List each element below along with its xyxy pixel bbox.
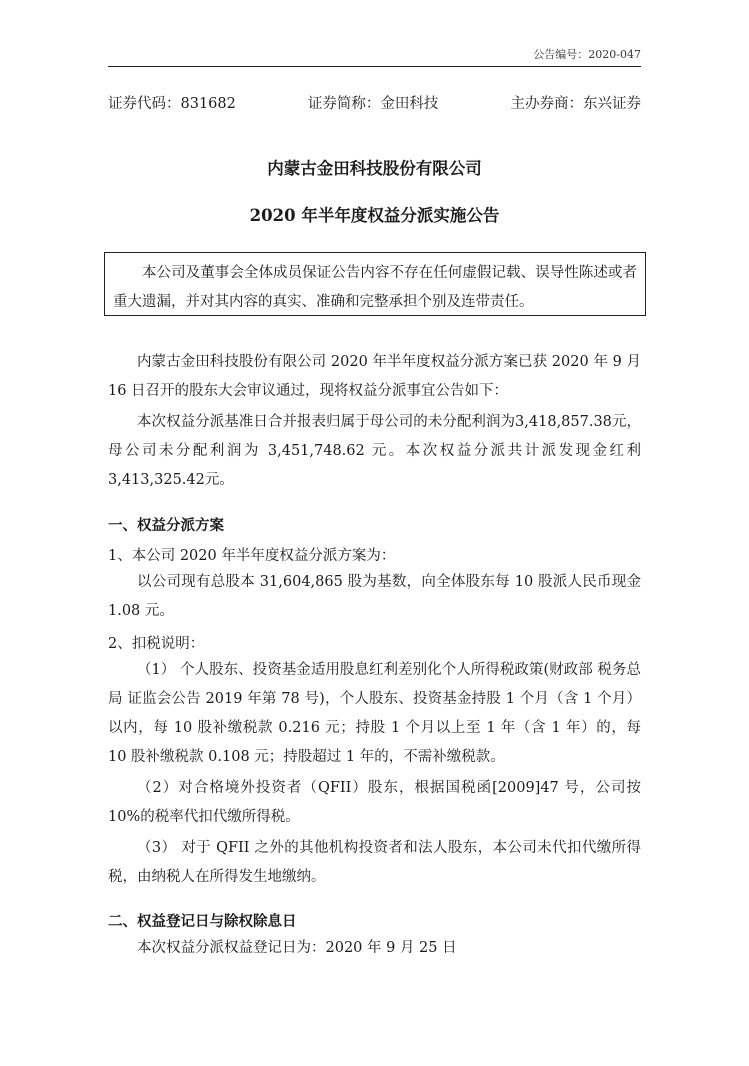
securities-meta-row: [108, 92, 641, 113]
notice-text: 本公司及董事会全体成员保证公告内容不存在任何虚假记载、误导性陈述或者重大遗漏，并对其内容的真实、准确和完整承担个别及连带责任。: [113, 265, 637, 310]
tax-note-1: （1） 个人股东、投资基金适用股息红利差别化个人所得税政策(财政部 税务总局 证监会公告 2019 年第 78 号)，个人股东、投资基金持股 1 个月（含 1 个月）以内，每 10 股补缴税款 0.216 元；持股 1 个月以上至 1 年（含 1 年）的，每 10 股补缴税款 0.108 元；持股超过 1 年的，不需补缴税款。: [108, 662, 641, 765]
company-title: 内蒙古金田科技股份有限公司: [267, 159, 482, 178]
record-date: 本次权益分派权益登记日为：2020 年 9 月 25 日: [137, 940, 457, 956]
securities-short-name: 证券简称：金田科技: [307, 96, 439, 112]
notice-box: [104, 252, 646, 316]
announcement-title: 2020 年半年度权益分派实施公告: [249, 206, 500, 225]
dividend-plan: 以公司现有总股本 31,604,865 股为基数，向全体股东每 10 股派人民币现金 1.08 元。: [108, 574, 641, 619]
announcement-number: 公告编号：2020-047: [533, 48, 641, 61]
section-1-item-2: 2、扣税说明：: [108, 636, 205, 652]
section-1-item-1: 1、本公司 2020 年半年度权益分派方案为：: [108, 548, 396, 564]
tax-note-3: （3） 对于 QFII 之外的其他机构投资者和法人股东，本公司未代扣代缴所得税，由纳税人在所得发生地缴纳。: [108, 840, 641, 885]
section-1-heading: 一、权益分派方案: [108, 517, 224, 534]
intro-paragraph-2: 本次权益分派基准日合并报表归属于母公司的未分配利润为3,418,857.38元，母公司未分配利润为 3,451,748.62 元。本次权益分派共计派发现金红利3,413,325.42元。: [108, 414, 641, 488]
header-divider: [108, 66, 641, 67]
securities-code: 证券代码：831682: [108, 96, 236, 112]
tax-note-2: （2）对合格境外投资者（QFII）股东，根据国税函[2009]47 号，公司按 10%的税率代扣代缴所得税。: [108, 780, 641, 825]
section-2-heading: 二、权益登记日与除权除息日: [108, 913, 297, 930]
intro-paragraph-1: 内蒙古金田科技股份有限公司 2020 年半年度权益分派方案已获 2020 年 9 月 16 日召开的股东大会审议通过，现将权益分派事宜公告如下：: [108, 354, 641, 399]
lead-broker: 主办券商：东兴证券: [510, 96, 641, 112]
